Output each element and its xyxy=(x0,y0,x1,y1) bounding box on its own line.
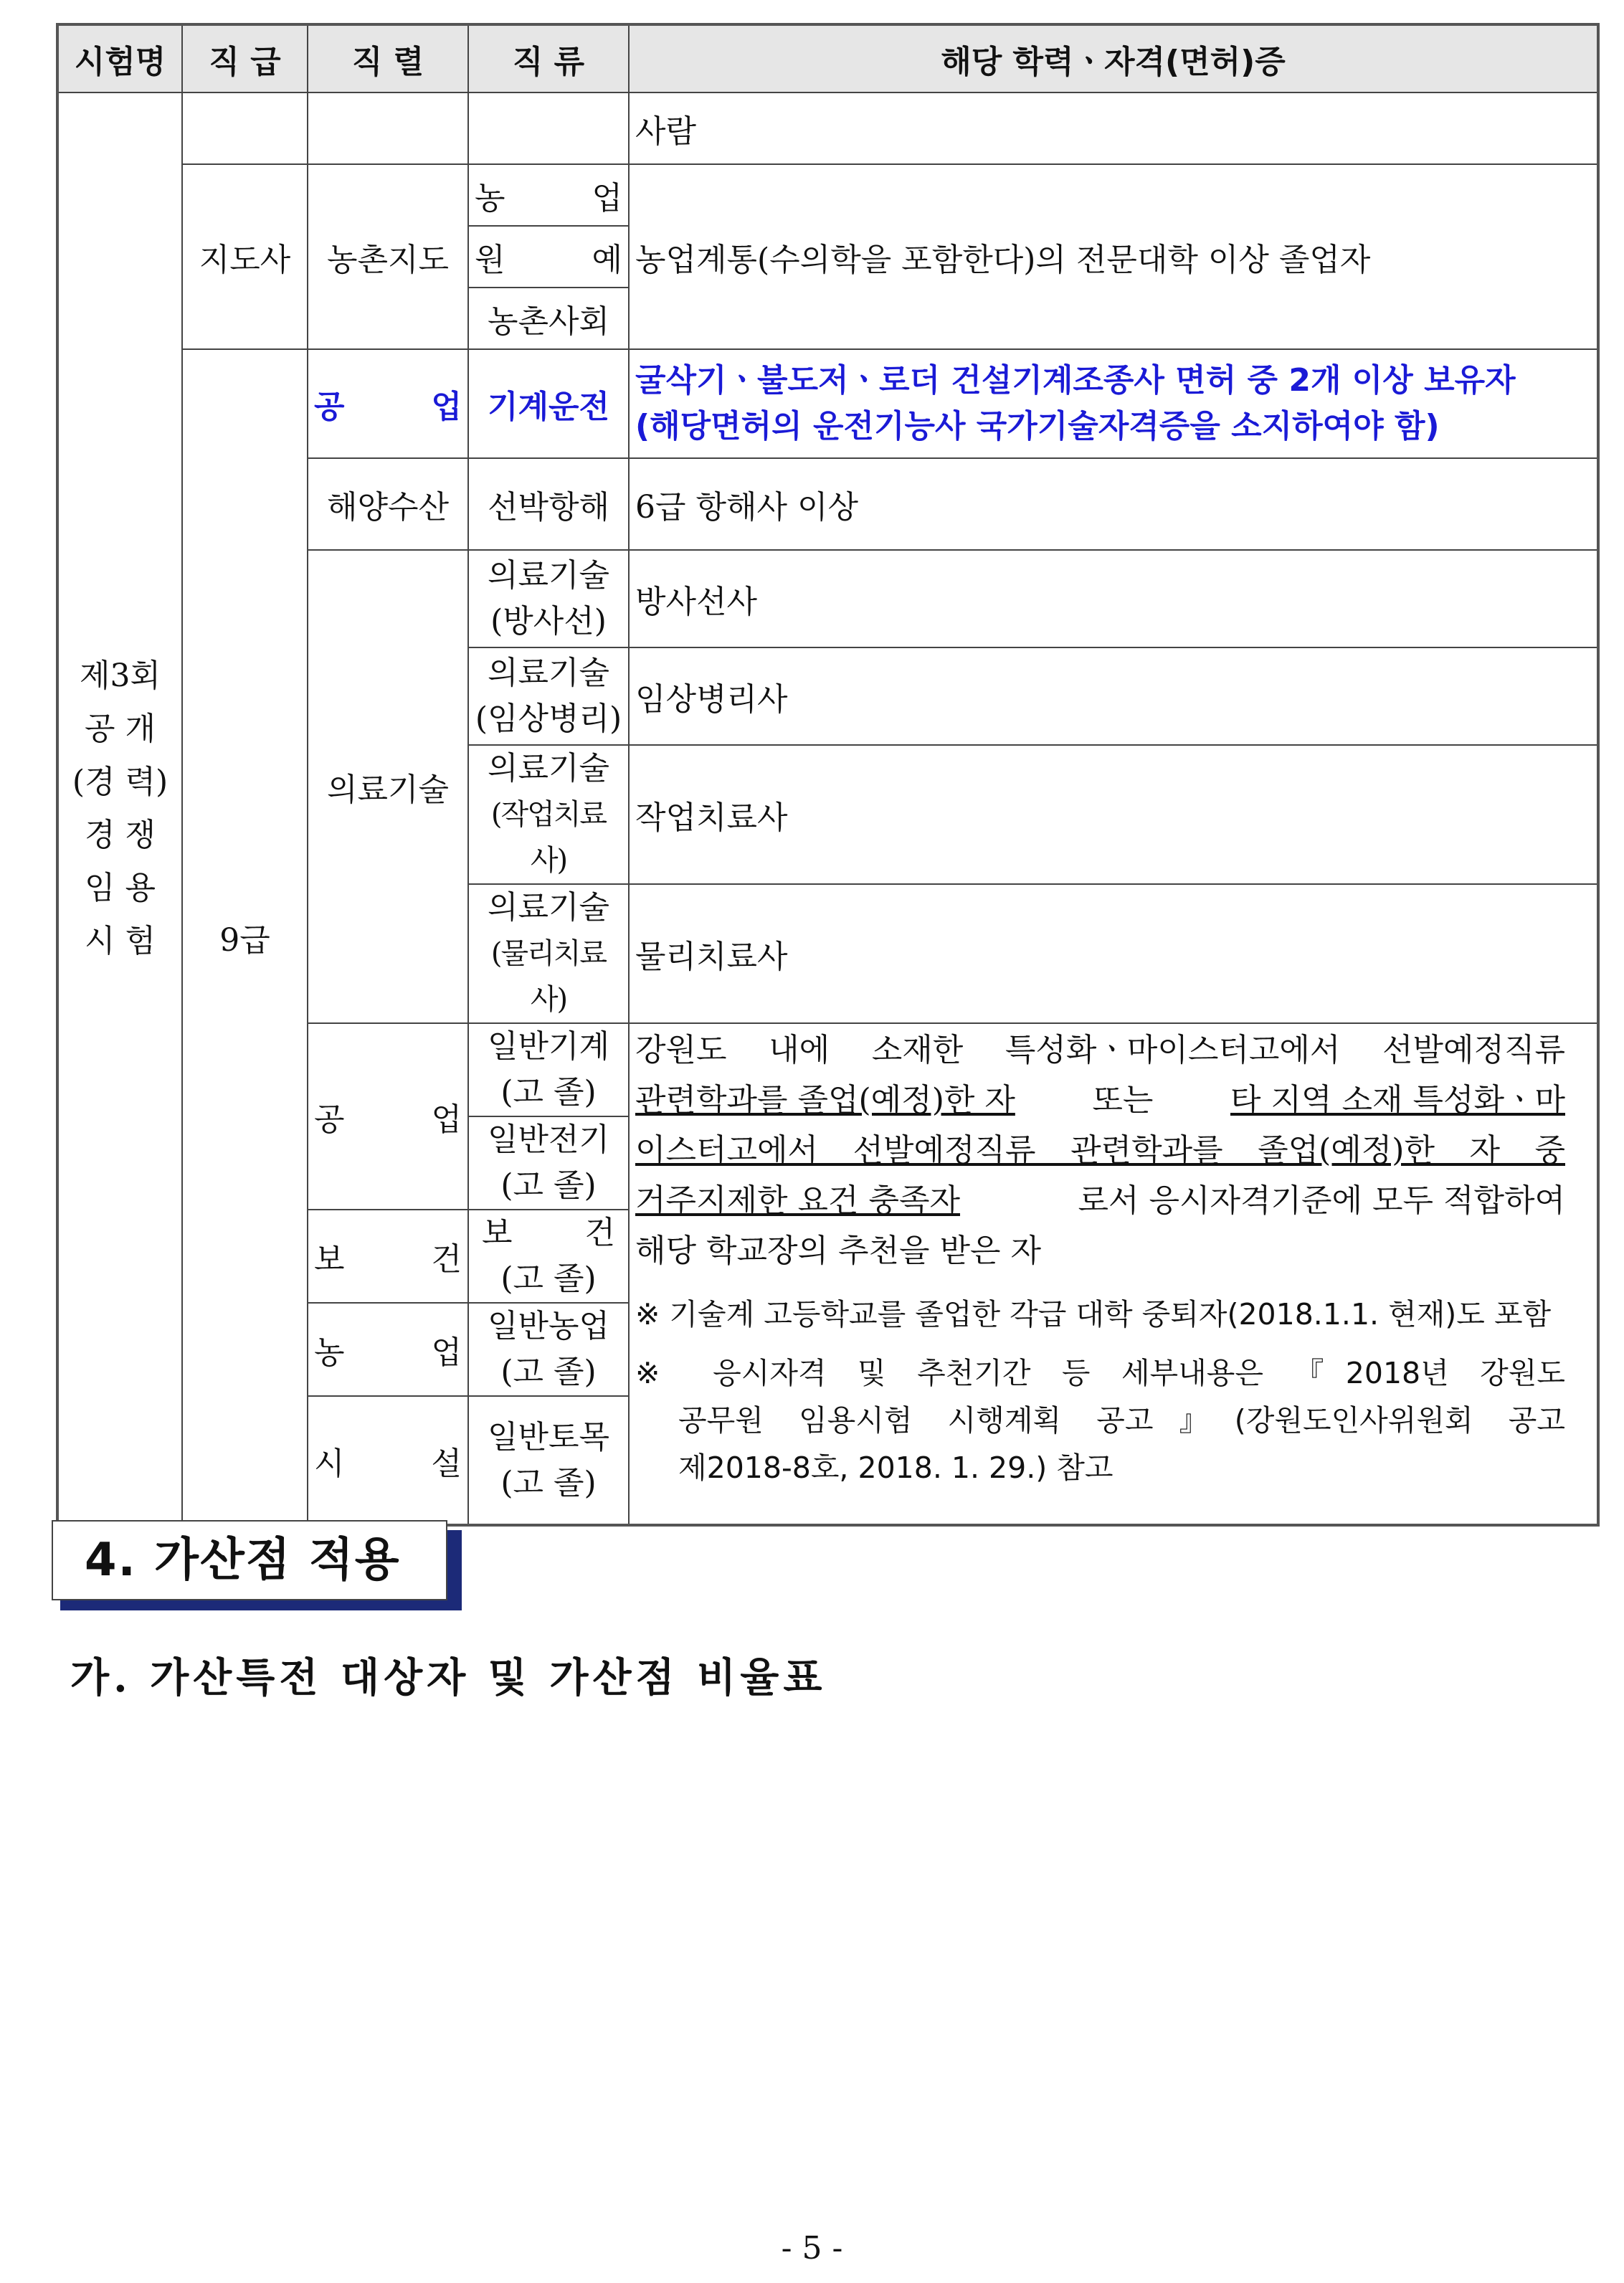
grade-cell: 9급 xyxy=(182,349,308,1525)
class-line: 의료기술 xyxy=(487,655,609,691)
qualification-line: 강원도 내에 소재한 특성화ㆍ마이스터고에서 선발예정직류 xyxy=(635,1032,1565,1068)
class-line: (고 졸) xyxy=(500,1464,597,1501)
class-cell: 선박항해 xyxy=(468,458,629,550)
class-cell xyxy=(468,550,629,647)
series-cell: 농촌지도 xyxy=(308,164,468,349)
class-line: (물리치료사) xyxy=(490,937,607,1016)
header-class: 직 류 xyxy=(468,24,629,92)
series-cell: 공 업 xyxy=(308,349,468,458)
class-line: (임상병리) xyxy=(475,701,622,737)
series-cell: 농 업 xyxy=(308,1303,468,1396)
class-line: 일반토목 xyxy=(487,1418,609,1456)
header-series: 직 렬 xyxy=(308,24,468,92)
series-cell: 공 업 xyxy=(308,1023,468,1210)
exam-name-line: 공 개 xyxy=(85,710,156,747)
text: 로서 응시자격기준에 모두 적합하여 xyxy=(1078,1182,1565,1219)
qualification-line: (해당면허의 운전기능사 국가기술자격증을 소지하여야 함) xyxy=(635,408,1440,445)
qualification-line: 이스터고에서 선발예정직류 관련학과를 졸업(예정)한 자 중 xyxy=(635,1132,1565,1169)
class-cell xyxy=(468,1303,629,1396)
table-row xyxy=(57,164,1598,226)
class-line: 보 건 xyxy=(482,1215,615,1251)
series-cell: 시 설 xyxy=(308,1396,468,1525)
note-line: ※ 기술계 고등학교를 졸업한 각급 대학 중퇴자(2018.1.1. 현재)도 포함 xyxy=(635,1297,1552,1332)
class-cell xyxy=(468,884,629,1023)
table-row xyxy=(57,92,1598,164)
qualification-cell: 물리치료사 xyxy=(629,884,1598,1023)
class-cell: 농촌사회 xyxy=(468,288,629,349)
qualification-cell: 사람 xyxy=(629,92,1598,164)
class-line: (작업치료사) xyxy=(490,798,607,877)
header-grade: 직 급 xyxy=(182,24,308,92)
qualification-cell: 6급 항해사 이상 xyxy=(629,458,1598,550)
header-exam-name: 시험명 xyxy=(57,24,182,92)
subheading: 가. 가산특전 대상자 및 가산점 비율표 xyxy=(70,1654,827,1701)
class-line: 일반농업 xyxy=(487,1308,609,1344)
class-line: 일반전기 xyxy=(487,1121,609,1158)
class-line: 의료기술 xyxy=(487,750,609,787)
underlined-text: 타 지역 소재 특성화ㆍ마 xyxy=(1230,1082,1565,1119)
qualification-line xyxy=(635,1076,1565,1126)
class-line: (고 졸) xyxy=(500,1167,597,1204)
section-title: 4. 가산점 적용 xyxy=(85,1534,401,1587)
table-header-row xyxy=(57,24,1598,92)
note-line: ※ 응시자격 및 추천기간 등 세부내용은 『2018년 강원도 xyxy=(635,1356,1565,1390)
note-line: 공무원 임용시험 시행계획 공고』(강원도인사위원회 공고 xyxy=(678,1403,1565,1438)
series-cell: 해양수산 xyxy=(308,458,468,550)
underlined-text: 관련학과를 졸업(예정)한 자 xyxy=(635,1082,1015,1119)
exam-name-line: 제3회 xyxy=(79,657,161,694)
exam-name-line: (경 력) xyxy=(72,763,168,800)
class-line: (고 졸) xyxy=(500,1354,597,1390)
qualification-cell: 임상병리사 xyxy=(629,647,1598,745)
class-line: (고 졸) xyxy=(500,1261,597,1297)
qualification-cell: 농업계통(수의학을 포함한다)의 전문대학 이상 졸업자 xyxy=(629,164,1598,349)
exam-name-line: 경 쟁 xyxy=(85,816,156,853)
class-cell xyxy=(468,1023,629,1116)
page-number: - 5 - xyxy=(781,2230,843,2267)
exam-name-cell xyxy=(57,92,182,1525)
class-cell: 농 업 xyxy=(468,164,629,226)
class-line: (방사선) xyxy=(490,603,607,640)
qualification-cell: 작업치료사 xyxy=(629,745,1598,884)
class-line: 의료기술 xyxy=(487,889,609,926)
class-line: (고 졸) xyxy=(500,1074,597,1111)
underlined-text: 거주지제한 요건 충족자 xyxy=(635,1182,961,1219)
qualification-table xyxy=(56,23,1600,1527)
grade-cell: 지도사 xyxy=(182,164,308,349)
note-line: 제2018-8호, 2018. 1. 29.) 참고 xyxy=(678,1451,1113,1485)
series-cell: 보 건 xyxy=(308,1210,468,1303)
qualification-cell: 방사선사 xyxy=(629,550,1598,647)
header-qualification: 해당 학력ㆍ자격(면허)증 xyxy=(629,24,1598,92)
class-cell xyxy=(468,647,629,745)
qualification-cell xyxy=(629,1023,1598,1525)
exam-name-line: 임 용 xyxy=(85,869,156,906)
qualification-line: 굴삭기ㆍ불도저ㆍ로더 건설기계조종사 면허 중 2개 이상 보유자 xyxy=(635,362,1516,399)
text: 또는 xyxy=(1082,1082,1164,1119)
qualification-cell xyxy=(629,349,1598,458)
series-cell: 의료기술 xyxy=(308,550,468,1023)
class-cell xyxy=(468,1116,629,1210)
qualification-line: 해당 학교장의 추천을 받은 자 xyxy=(635,1233,1041,1269)
class-line: 일반기계 xyxy=(487,1028,609,1065)
class-line: 의료기술 xyxy=(487,557,609,594)
class-cell: 원 예 xyxy=(468,226,629,288)
class-cell xyxy=(468,745,629,884)
class-cell: 기계운전 xyxy=(468,349,629,458)
class-cell xyxy=(468,1396,629,1525)
exam-name-line: 시 험 xyxy=(85,922,156,959)
table-row xyxy=(57,349,1598,458)
note-block xyxy=(635,1349,1565,1491)
class-cell xyxy=(468,1210,629,1303)
qualification-line xyxy=(635,1176,1565,1226)
